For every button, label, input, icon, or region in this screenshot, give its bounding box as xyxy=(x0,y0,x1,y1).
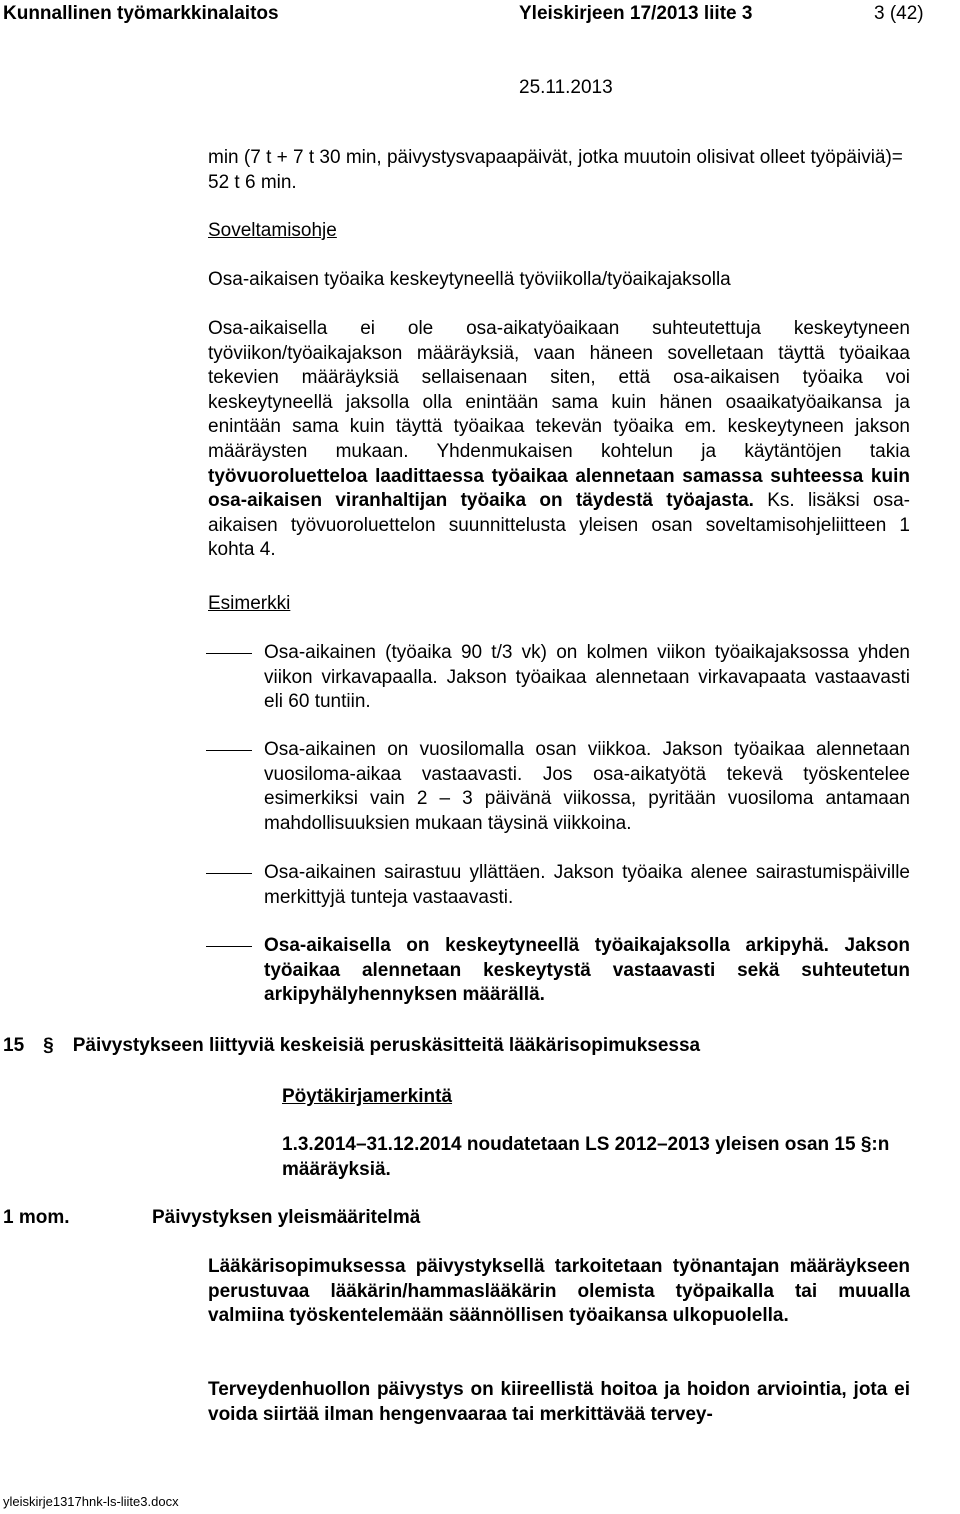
section-heading xyxy=(3,1034,700,1058)
protocol-heading: Pöytäkirjamerkintä xyxy=(282,1086,453,1107)
example-item-3: Osa-aikainen sairastuu yllättäen. Jakson työaika alenee sairastumispäiville merkittyjä tunteja vastaavasti. xyxy=(264,862,910,908)
protocol-text: 1.3.2014–31.12.2014 noudatetaan LS 2012–2013 yleisen osan 15 §:n määräyksiä. xyxy=(282,1134,890,1180)
definition-paragraph-1: Lääkärisopimuksessa päivystyksellä tarkoitetaan työnantajan määräykseen perustuvaa lääkärin/hammaslääkärin olemista työpaikalla tai muualla valmiina työskentelemään säännöllisen työaikansa ulkopuolella. xyxy=(208,1256,910,1327)
dash-bullet-3 xyxy=(206,873,252,874)
example-item-1: Osa-aikainen (työaika 90 t/3 vk) on kolmen viikon työaikajaksossa yhden viikon virkavapaalla. Jakson työaikaa alennetaan virkavapaata vastaavasti eli 60 tuntiin. xyxy=(264,642,910,713)
footer-filename: yleiskirje1317hnk-ls-liite3.docx xyxy=(3,1494,179,1509)
main-paragraph xyxy=(208,317,910,563)
intro-paragraph: min (7 t + 7 t 30 min, päivystysvapaapäivät, jotka muutoin olisivat olleet työpäiviä)= 52 t 6 min. xyxy=(208,147,903,193)
heading-soveltamisohje: Soveltamisohje xyxy=(208,220,337,241)
heading-esimerkki: Esimerkki xyxy=(208,593,291,614)
dash-bullet-1 xyxy=(206,653,252,654)
document-date: 25.11.2013 xyxy=(519,77,613,98)
subheading-part-time: Osa-aikaisen työaika keskeytyneellä työviikolla/työaikajaksolla xyxy=(208,269,731,290)
dash-bullet-2 xyxy=(206,750,252,751)
mom-title: Päivystyksen yleismääritelmä xyxy=(152,1207,421,1228)
example-item-2: Osa-aikainen on vuosilomalla osan viikkoa. Jakson työaikaa alennetaan vuosiloma-aikaa vastaavasti. Jos osa-aikatyötä tekevä työskentelee esimerkiksi vain 2 – 3 päivänä viikossa, pyritään vuosiloma antamaan mahdollisuuksien mukaan täysinä viikkoina. xyxy=(264,739,910,834)
main-paragraph-bold: työvuoroluetteloa laadittaessa työaikaa alennetaan samassa suhteessa kuin osa-aikaisen viranhaltijan työaika on täydestä työajasta. xyxy=(208,465,910,512)
header-page-number: 3 (42) xyxy=(874,3,924,24)
header-organization: Kunnallinen työmarkkinalaitos xyxy=(3,3,279,24)
section-title: Päivystykseen liittyviä keskeisiä peruskäsitteitä lääkärisopimuksessa xyxy=(72,1035,701,1056)
mom-label: 1 mom. xyxy=(3,1207,70,1228)
example-item-4: Osa-aikaisella on keskeytyneellä työaikajaksolla arkipyhä. Jakson työaikaa alennetaan keskeytystä vastaavasti sekä suhteutetun arkipyhälyhennyksen määrällä. xyxy=(264,935,910,1006)
main-paragraph-part1: Osa-aikaisella ei ole osa-aikatyöaikaan suhteutettuja keskeytyneen työviikon/työaikajakson määräyksiä, vaan häneen sovelletaan täyttä työaikaa tekevien määräyksiä sellaisenaan siten, että osa-aikaisen työaika voi keskeytyneellä jaksolla olla enintään sama kuin hänen osaaikatyöaikansa ja enintään sama kuin täyttä työaikaa tekevän työaika em. keskeytyneen jakson määräysten mukaan. Yhdenmukaisen kohtelun ja käytäntöjen takia xyxy=(208,318,910,462)
section-symbol: § xyxy=(43,1035,54,1056)
header-document-ref: Yleiskirjeen 17/2013 liite 3 xyxy=(519,3,753,24)
section-number: 15 xyxy=(3,1035,25,1056)
dash-bullet-4 xyxy=(206,946,252,947)
definition-paragraph-2: Terveydenhuollon päivystys on kiireellistä hoitoa ja hoidon arviointia, jota ei voida siirtää ilman hengenvaaraa tai merkittävää tervey- xyxy=(208,1379,910,1425)
main-paragraph-part2: Ks. lisäksi osa-aikaisen työvuoroluettelon suunnittelusta yleisen osan soveltamisohjeliitteen 1 kohta 4. xyxy=(208,490,910,561)
